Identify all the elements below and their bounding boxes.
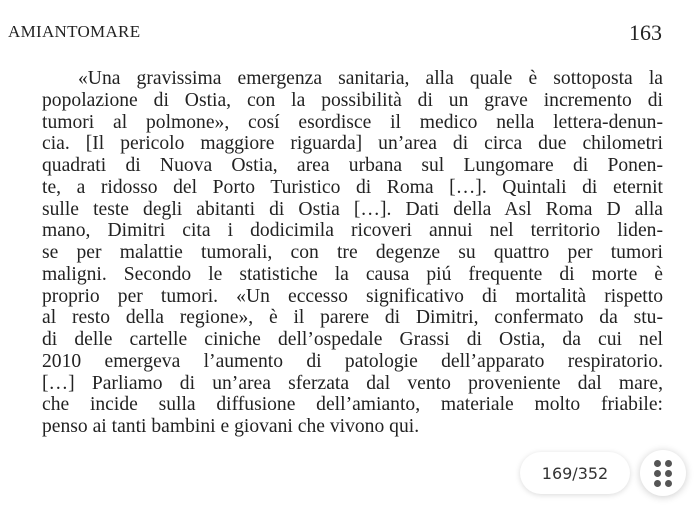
reader-menu-button[interactable]	[640, 450, 686, 496]
text-line: quadrati di Nuova Ostia, area urbana sul Lungomare di Ponen-	[42, 155, 663, 176]
running-title: AMIANTOMARE	[8, 22, 141, 41]
page-number: 163	[629, 20, 662, 45]
text-line: che incide sulla diffusione dell’amianto, materiale molto friabile:	[42, 394, 663, 416]
text-line: tumori al polmone», cosí esordisce il medico nella lettera-denun-	[42, 111, 663, 133]
text-line: […] Parliamo di un’area sferzata dal vento proveniente dal mare,	[42, 372, 663, 394]
text-line: di delle cartelle ciniche dell’ospedale Grassi di Ostia, da cui nel	[42, 329, 663, 350]
text-line: cia. [Il pericolo maggiore riguarda] un’area di circa due chilometri	[42, 133, 663, 155]
text-line: mano, Dimitri cita i dodicimila ricoveri annui nel territorio liden-	[42, 220, 663, 242]
text-line: maligni. Secondo le statistiche la causa piú frequente di morte è	[42, 263, 663, 285]
text-line: al resto della regione», è il parere di Dimitri, confermato da stu-	[42, 307, 663, 329]
text-line: 2010 emergeva l’aumento di patologie dell’apparato respiratorio.	[42, 350, 663, 372]
text-line: proprio per tumori. «Un eccesso significativo di mortalità rispetto	[42, 285, 663, 307]
text-line: sulle teste degli abitanti di Ostia […]. Dati della Asl Roma D alla	[42, 198, 663, 220]
page-progress-text: 169/352	[541, 463, 609, 483]
text-line: popolazione di Ostia, con la possibilità di un grave incremento di	[42, 89, 663, 111]
text-line: te, a ridosso del Porto Turistico di Roma […]. Quintali di eternit	[42, 176, 663, 198]
text-line: penso ai tanti bambini e giovani che vivono qui.	[42, 416, 420, 437]
page-progress-indicator[interactable]	[520, 452, 630, 494]
text-line: se per malattie tumorali, con tre degenze su quattro per tumori	[42, 242, 663, 263]
text-line: «Una gravissima emergenza sanitaria, alla quale è sottoposta la	[78, 68, 663, 89]
page-text	[42, 68, 663, 438]
grid-dots-icon	[654, 460, 672, 487]
